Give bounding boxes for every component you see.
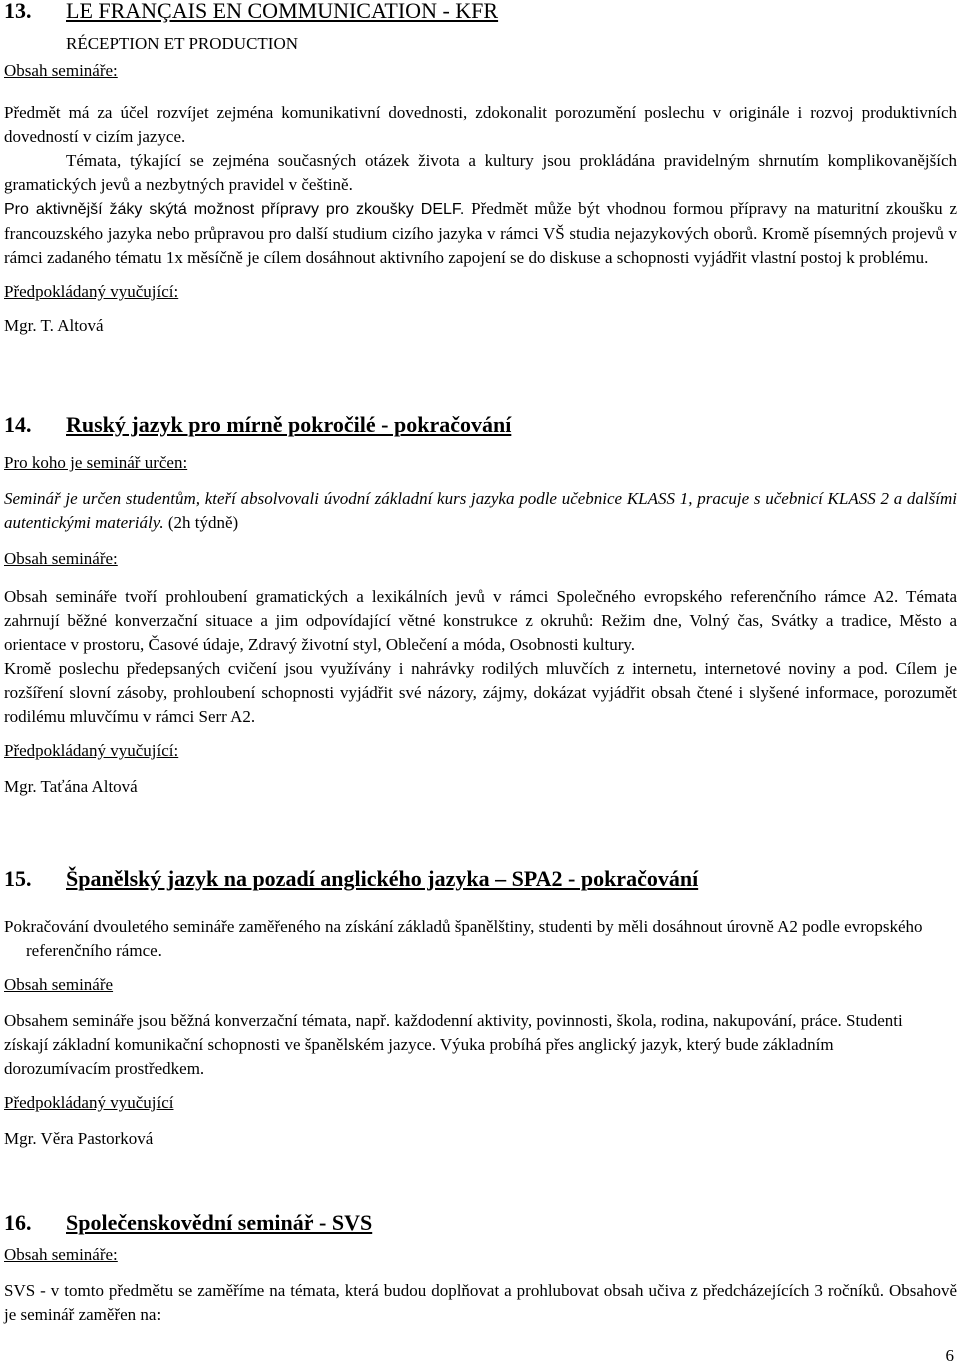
section-14 <box>4 411 957 799</box>
teacher-name: Mgr. T. Altová <box>4 316 104 335</box>
paragraph: SVS - v tomto předmětu se zaměříme na témata, která budou doplňovat a prohlubovat obsah učiva z předcházejících 3 ročníků. Obsahově je seminář zaměřen na: <box>4 1281 957 1324</box>
paragraph <box>4 197 957 270</box>
section-heading <box>4 865 957 893</box>
audience-label: Pro koho je seminář určen: <box>4 453 188 472</box>
paragraph: Kromě poslechu předepsaných cvičení jsou využívány i nahrávky rodilých mluvčích z internetu, internetové noviny a pod. Cílem je rozšíření slovní zásoby, prohloubení schopnosti vyjádřit své názory, zájmy, dokázat vyjádřit obsah čtené i slyšené informace, porozumět rodilému mluvčímu v rámci Serr A2. <box>4 659 957 726</box>
paragraph-part: Předmět může být vhodnou formou přípravy na maturitní zkoušku z francouzského jazyka nebo průpravou pro další studium cizího jazyka v rámci VŠ studia nejazykových oborů. Kromě písemných projevů v rámci zadaného tématu 1x měsíčně je cílem dosáhnout aktivního zapojení se do diskuse a schopnosti vyjádřit vlastní postoj k problému. <box>4 199 958 267</box>
paragraph: Témata, týkající se zejména současných otázek života a kultury jsou prokládána pravidelným shrnutím komplikovanějších gramatických jevů a nezbytných pravidel v češtině. <box>4 151 957 194</box>
section-number: 16. <box>4 1210 32 1235</box>
hours-note: (2h týdně) <box>163 513 239 532</box>
section-title: Španělský jazyk na pozadí anglického jazyka – SPA2 - pokračování <box>66 866 699 891</box>
teacher-name: Mgr. Věra Pastorková <box>4 1129 154 1148</box>
content-label: Obsah semináře: <box>4 61 118 80</box>
paragraph: Pokračování dvouletého semináře zaměřeného na získání základů španělštiny, studenti by měli dosáhnout úrovně A2 podle evropského referenčního rámce. <box>4 917 923 960</box>
paragraph: Obsahem semináře jsou běžná konverzační témata, např. každodenní aktivity, povinnosti, škola, rodina, nakupování, práce. Studenti získají základní komunikační schopnosti ve španělském jazyce. Výuka probíhá přes anglický jazyk, který bude základním dorozumívacím prostředkem. <box>4 1011 903 1078</box>
section-heading <box>4 0 957 25</box>
content-label: Obsah semináře <box>4 975 114 994</box>
teacher-name: Mgr. Taťána Altová <box>4 777 138 796</box>
section-number: 13. <box>4 0 32 23</box>
paragraph: Obsah semináře tvoří prohloubení gramatických a lexikálních jevů v rámci Společného evropského referenčního rámce A2. Témata zahrnují běžné konverzační situace a jim odpovídající větné konstrukce z okruhů: Režim dne, Volný čas, Svátky a tradice, Město a orientace v prostoru, Časové údaje, Zdravý životní styl, Oblečení a móda, Osobnosti kultury. <box>4 587 957 654</box>
teacher-label: Předpokládaný vyučující: <box>4 741 179 760</box>
section-heading <box>4 411 957 439</box>
section-15 <box>4 865 957 1151</box>
section-subtitle: RÉCEPTION ET PRODUCTION <box>66 34 299 53</box>
section-heading <box>4 1209 957 1237</box>
section-title: LE FRANÇAIS EN COMMUNICATION - KFR <box>66 0 499 23</box>
audience-text: Seminář je určen studentům, kteří absolvovali úvodní základní kurs jazyka podle učebnice KLASS 1, pracuje s učebnicí KLASS 2 a dalšími autentickými materiály. <box>4 489 957 532</box>
paragraph <box>4 487 957 535</box>
paragraph-sans-part: Pro aktivnější žáky skýtá možnost přípravy pro zkoušky DELF. <box>4 201 465 218</box>
section-title: Společenskovědní seminář - SVS <box>66 1210 373 1235</box>
section-number: 14. <box>4 412 32 437</box>
section-16 <box>4 1209 957 1327</box>
content-label: Obsah semináře: <box>4 1245 118 1264</box>
section-13 <box>4 0 957 338</box>
teacher-label: Předpokládaný vyučující: <box>4 282 179 301</box>
content-label: Obsah semináře: <box>4 549 118 568</box>
page-number: 6 <box>945 1346 954 1365</box>
teacher-label: Předpokládaný vyučující <box>4 1093 174 1112</box>
section-number: 15. <box>4 866 32 891</box>
section-title: Ruský jazyk pro mírně pokročilé - pokračování <box>66 412 512 437</box>
paragraph: Předmět má za účel rozvíjet zejména komunikativní dovednosti, zdokonalit porozumění poslechu v originále i rozvoj produktivních dovedností v cizím jazyce. <box>4 103 957 146</box>
